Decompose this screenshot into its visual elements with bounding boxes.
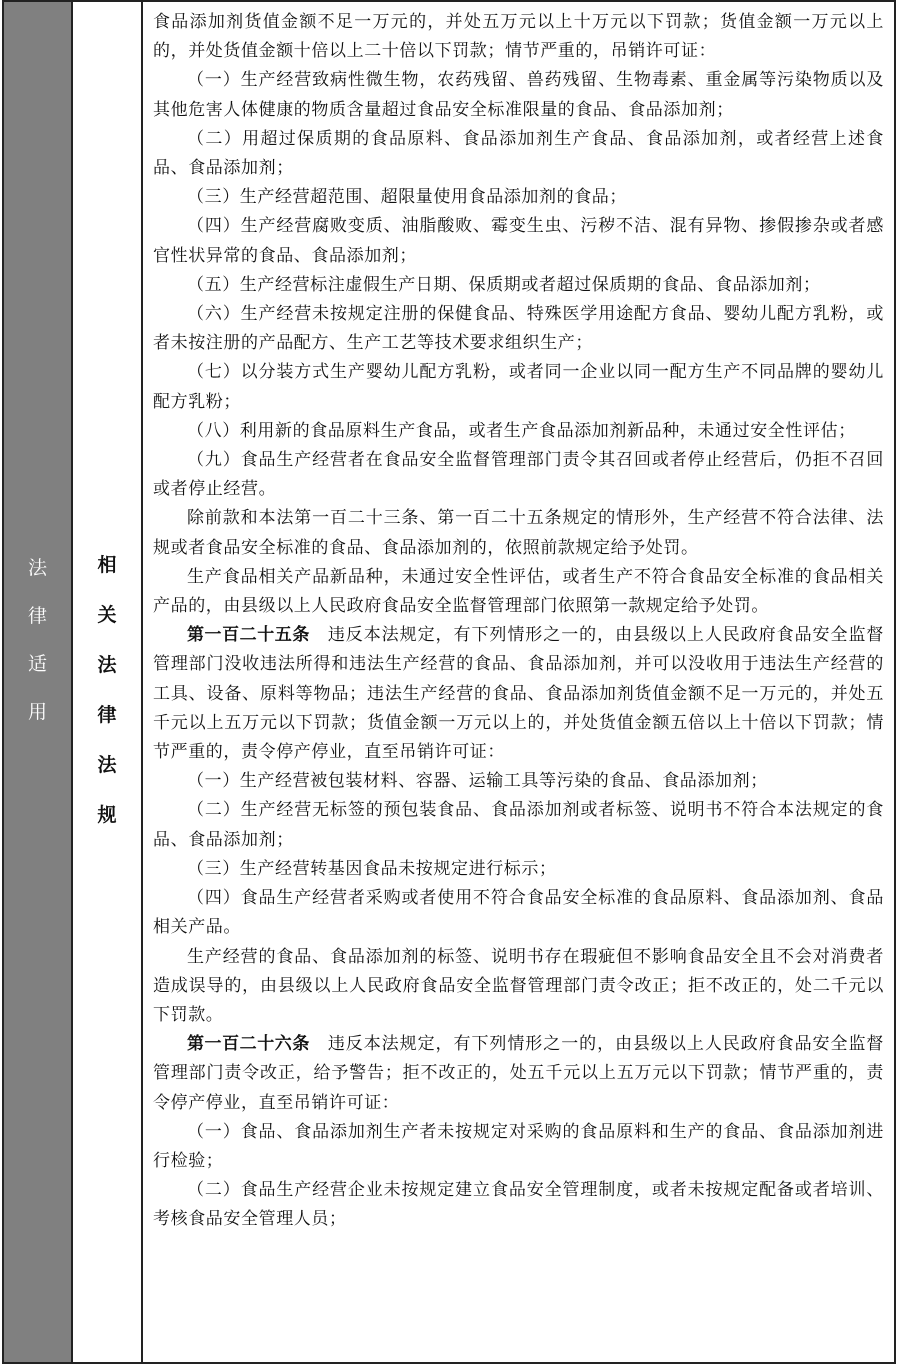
paragraph-text: 违反本法规定，有下列情形之一的，由县级以上人民政府食品安全监督管理部门责令改正，给予警告；拒不改正的，处五千元以上五万元以下罚款；情节严重的，责令停产停业，直至吊销许可证： [153,1034,884,1113]
category-label-char: 用 [27,701,47,723]
paragraph-text: （四）食品生产经营者采购或者使用不符合食品安全标准的食品原料、食品添加剂、食品相关产品。 [153,888,884,938]
paragraph [153,300,884,358]
paragraph [153,446,884,504]
subcategory-label-char: 关 [97,604,117,626]
paragraph [153,417,884,446]
paragraph [153,66,884,124]
paragraph-text: （二）用超过保质期的食品原料、食品添加剂生产食品、食品添加剂，或者经营上述食品、食品添加剂； [153,128,884,179]
article-paragraph [153,1030,884,1118]
paragraph [153,271,884,300]
paragraph [153,1176,884,1234]
category-label [4,544,71,736]
category-label-char: 法 [27,557,47,579]
paragraph-text: （二）生产经营无标签的预包装食品、食品添加剂或者标签、说明书不符合本法规定的食品、食品添加剂； [153,800,884,850]
paragraph-text: 食品添加剂货值金额不足一万元的，并处五万元以上十万元以下罚款；货值金额一万元以上的，并处货值金额十倍以上二十倍以下罚款；情节严重的，吊销许可证： [153,12,884,62]
paragraph [153,8,884,66]
paragraph [153,358,884,416]
category-label-char: 律 [27,605,47,627]
law-table [2,0,896,1364]
paragraph [153,125,884,183]
paragraph [153,884,884,942]
subcategory-column [73,2,143,1362]
subcategory-label-char: 法 [97,654,117,676]
subcategory-label [73,540,141,840]
paragraph-text: （八）利用新的食品原料生产食品，或者生产食品添加剂新品种，未通过安全性评估； [187,420,856,441]
paragraph-text: 违反本法规定，有下列情形之一的，由县级以上人民政府食品安全监督管理部门没收违法所得和违法生产经营的食品、食品添加剂，并可以没收用于违法生产经营的工具、设备、原料等物品；违法生产经营的食品、食品添加剂货值金额不足一万元的，并处五千元以上五万元以下罚款；货值金额一万元以上的，并处货值金额五倍以上十倍以下罚款；情节严重的，责令停产停业，直至吊销许可证： [153,625,884,763]
subcategory-label-char: 相 [97,554,117,576]
category-label-char: 适 [27,653,47,675]
paragraph [153,1118,884,1176]
paragraph-text: 生产食品相关产品新品种，未通过安全性评估，或者生产不符合食品安全标准的食品相关产品的，由县级以上人民政府食品安全监督管理部门依照第一款规定给予处罚。 [153,566,884,617]
subcategory-label-char: 律 [97,704,117,726]
paragraph-text: （九）食品生产经营者在食品安全监督管理部门责令其召回或者停止经营后，仍拒不召回或者停止经营。 [153,450,884,500]
category-column [4,2,73,1362]
paragraph-text: （一）生产经营致病性微生物，农药残留、兽药残留、生物毒素、重金属等污染物质以及其他危害人体健康的物质含量超过食品安全标准限量的食品、食品添加剂； [153,70,884,120]
subcategory-label-char: 法 [97,754,117,776]
article-number: 第一百二十六条 [187,1034,310,1055]
paragraph [153,855,884,884]
article-paragraph [153,621,884,767]
paragraph-text: （七）以分装方式生产婴幼儿配方乳粉，或者同一企业以同一配方生产不同品牌的婴幼儿配方乳粉； [153,362,884,412]
paragraph-text: （四）生产经营腐败变质、油脂酸败、霉变生虫、污秽不洁、混有异物、掺假掺杂或者感官性状异常的食品、食品添加剂； [153,216,884,266]
paragraph-text: （三）生产经营转基因食品未按规定进行标示； [187,858,557,879]
article-number: 第一百二十五条 [187,625,310,646]
paragraph-text: （三）生产经营超范围、超限量使用食品添加剂的食品； [187,187,627,208]
paragraph [153,212,884,270]
paragraph-text: （一）生产经营被包装材料、容器、运输工具等污染的食品、食品添加剂； [187,771,768,792]
paragraph-text: （一）食品、食品添加剂生产者未按规定对采购的食品原料和生产的食品、食品添加剂进行检验； [153,1121,884,1171]
paragraph [153,943,884,1031]
paragraph [153,183,884,212]
paragraph-text: （二）食品生产经营企业未按规定建立食品安全管理制度，或者未按规定配备或者培训、考核食品安全管理人员； [153,1180,884,1230]
paragraph [153,504,884,562]
paragraph-text: （六）生产经营未按规定注册的保健食品、特殊医学用途配方食品、婴幼儿配方乳粉，或者未按注册的产品配方、生产工艺等技术要求组织生产； [153,304,884,354]
paragraph [153,796,884,854]
paragraph-text: 除前款和本法第一百二十三条、第一百二十五条规定的情形外，生产经营不符合法律、法规或者食品安全标准的食品、食品添加剂的，依照前款规定给予处罚。 [153,508,884,558]
paragraph-text: 生产经营的食品、食品添加剂的标签、说明书存在瑕疵但不影响食品安全且不会对消费者造成误导的，由县级以上人民政府食品安全监督管理部门责令改正；拒不改正的，处二千元以下罚款。 [153,946,884,1025]
subcategory-label-char: 规 [97,804,117,826]
paragraph [153,563,884,621]
paragraph [153,767,884,796]
law-text-content [143,2,894,1362]
paragraph-text: （五）生产经营标注虚假生产日期、保质期或者超过保质期的食品、食品添加剂； [187,274,821,295]
